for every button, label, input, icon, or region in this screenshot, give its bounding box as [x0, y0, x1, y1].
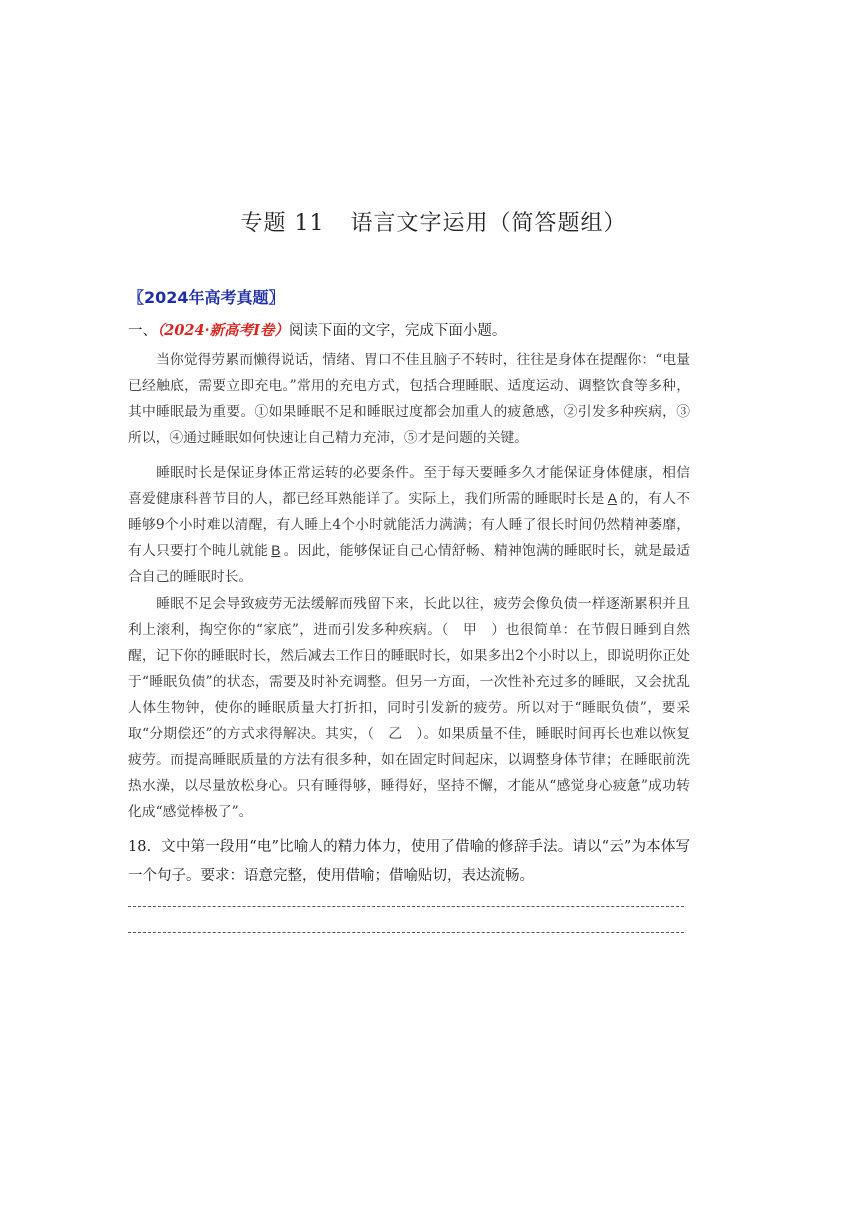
question-header	[128, 319, 506, 340]
passage-p2-text-a: 睡眠时长是保证身体正常运转的必要条件。至于每天要睡多久才能保证身体健康，相信喜爱健康科普节目的人，都已经耳熟能详了。实际上，我们所需的睡眠时长是	[128, 465, 690, 507]
passage-p2-text-c: 。因此，能够保证自己心情舒畅、精神饱满的睡眠时长，就是最适合自己的睡眠时长。	[128, 543, 691, 585]
passage-p1-text: 当你觉得劳累而懒得说话，情绪、胃口不佳且脑子不转时，往往是身体在提醒你：“电量已经触底，需要立即充电。”常用的充电方式，包括合理睡眠、适度运动、调整饮食等多种，其中睡眠最为重要。①如果睡眠不足和睡眠过度都会加重人的疲惫感，②引发多种疾病，③所以，④通过睡眠如何快速让自己精力充沛，⑤才是问题的关键。	[128, 352, 690, 446]
blank-a: A	[607, 491, 617, 506]
section-heading: 〖2024年高考真题〗	[128, 288, 285, 307]
answer-line-1[interactable]	[128, 906, 684, 907]
passage-paragraph-3	[128, 591, 690, 825]
passage-p3-text: 睡眠不足会导致疲劳无法缓解而残留下来，长此以往，疲劳会像负债一样逐渐累积并且利上滚利，掏空你的“家底”，进而引发多种疾病。（ 甲 ）也很简单：在节假日睡到自然醒，记下你的睡眠时长，然后减去工作日的睡眠时长，如果多出2个小时以上，即说明你正处于“睡眠负债”的状态，需要及时补充调整。但另一方面，一次性补充过多的睡眠，又会扰乱人体生物钟，使你的睡眠质量大打折扣，同时引发新的疲劳。所以对于“睡眠负债”，要采取“分期偿还”的方式求得解决。其实，（ 乙 ）。如果质量不佳，睡眠时间再长也难以恢复疲劳。而提高睡眠质量的方法有很多种，如在固定时间起床，以调整身体节律；在睡眠前洗热水澡，以尽量放松身心。只有睡得够，睡得好，坚持不懈，才能从“感觉身心疲惫”成功转化成“感觉棒极了”。	[128, 596, 690, 820]
blank-b: B	[271, 543, 281, 558]
question-18: 18．文中第一段用“电”比喻人的精力体力，使用了借喻的修辞手法。请以“云”为本体写一个句子。要求：语意完整，使用借喻；借喻贴切，表达流畅。	[128, 839, 690, 884]
question-source: （2024·新高考Ⅰ卷）	[157, 322, 289, 339]
passage-paragraph-1	[128, 347, 690, 451]
page-title	[0, 206, 867, 237]
title-text: 语言文字运用（简答题组）	[350, 211, 627, 236]
question-instruction: 阅读下面的文字，完成下面小题。	[288, 323, 507, 339]
answer-line-2[interactable]	[128, 932, 684, 933]
passage-p2-text-b: 的，有人不睡够9个小时难以清醒，有人睡上4个小时就能活力满满；有人睡了很长时间仍然精神萎靡，有人只要打个盹儿就能	[128, 491, 691, 559]
passage-paragraph-2	[128, 460, 690, 590]
title-prefix: 专题	[240, 211, 287, 236]
question-number: 一、	[128, 323, 157, 339]
title-number: 11	[294, 211, 325, 236]
